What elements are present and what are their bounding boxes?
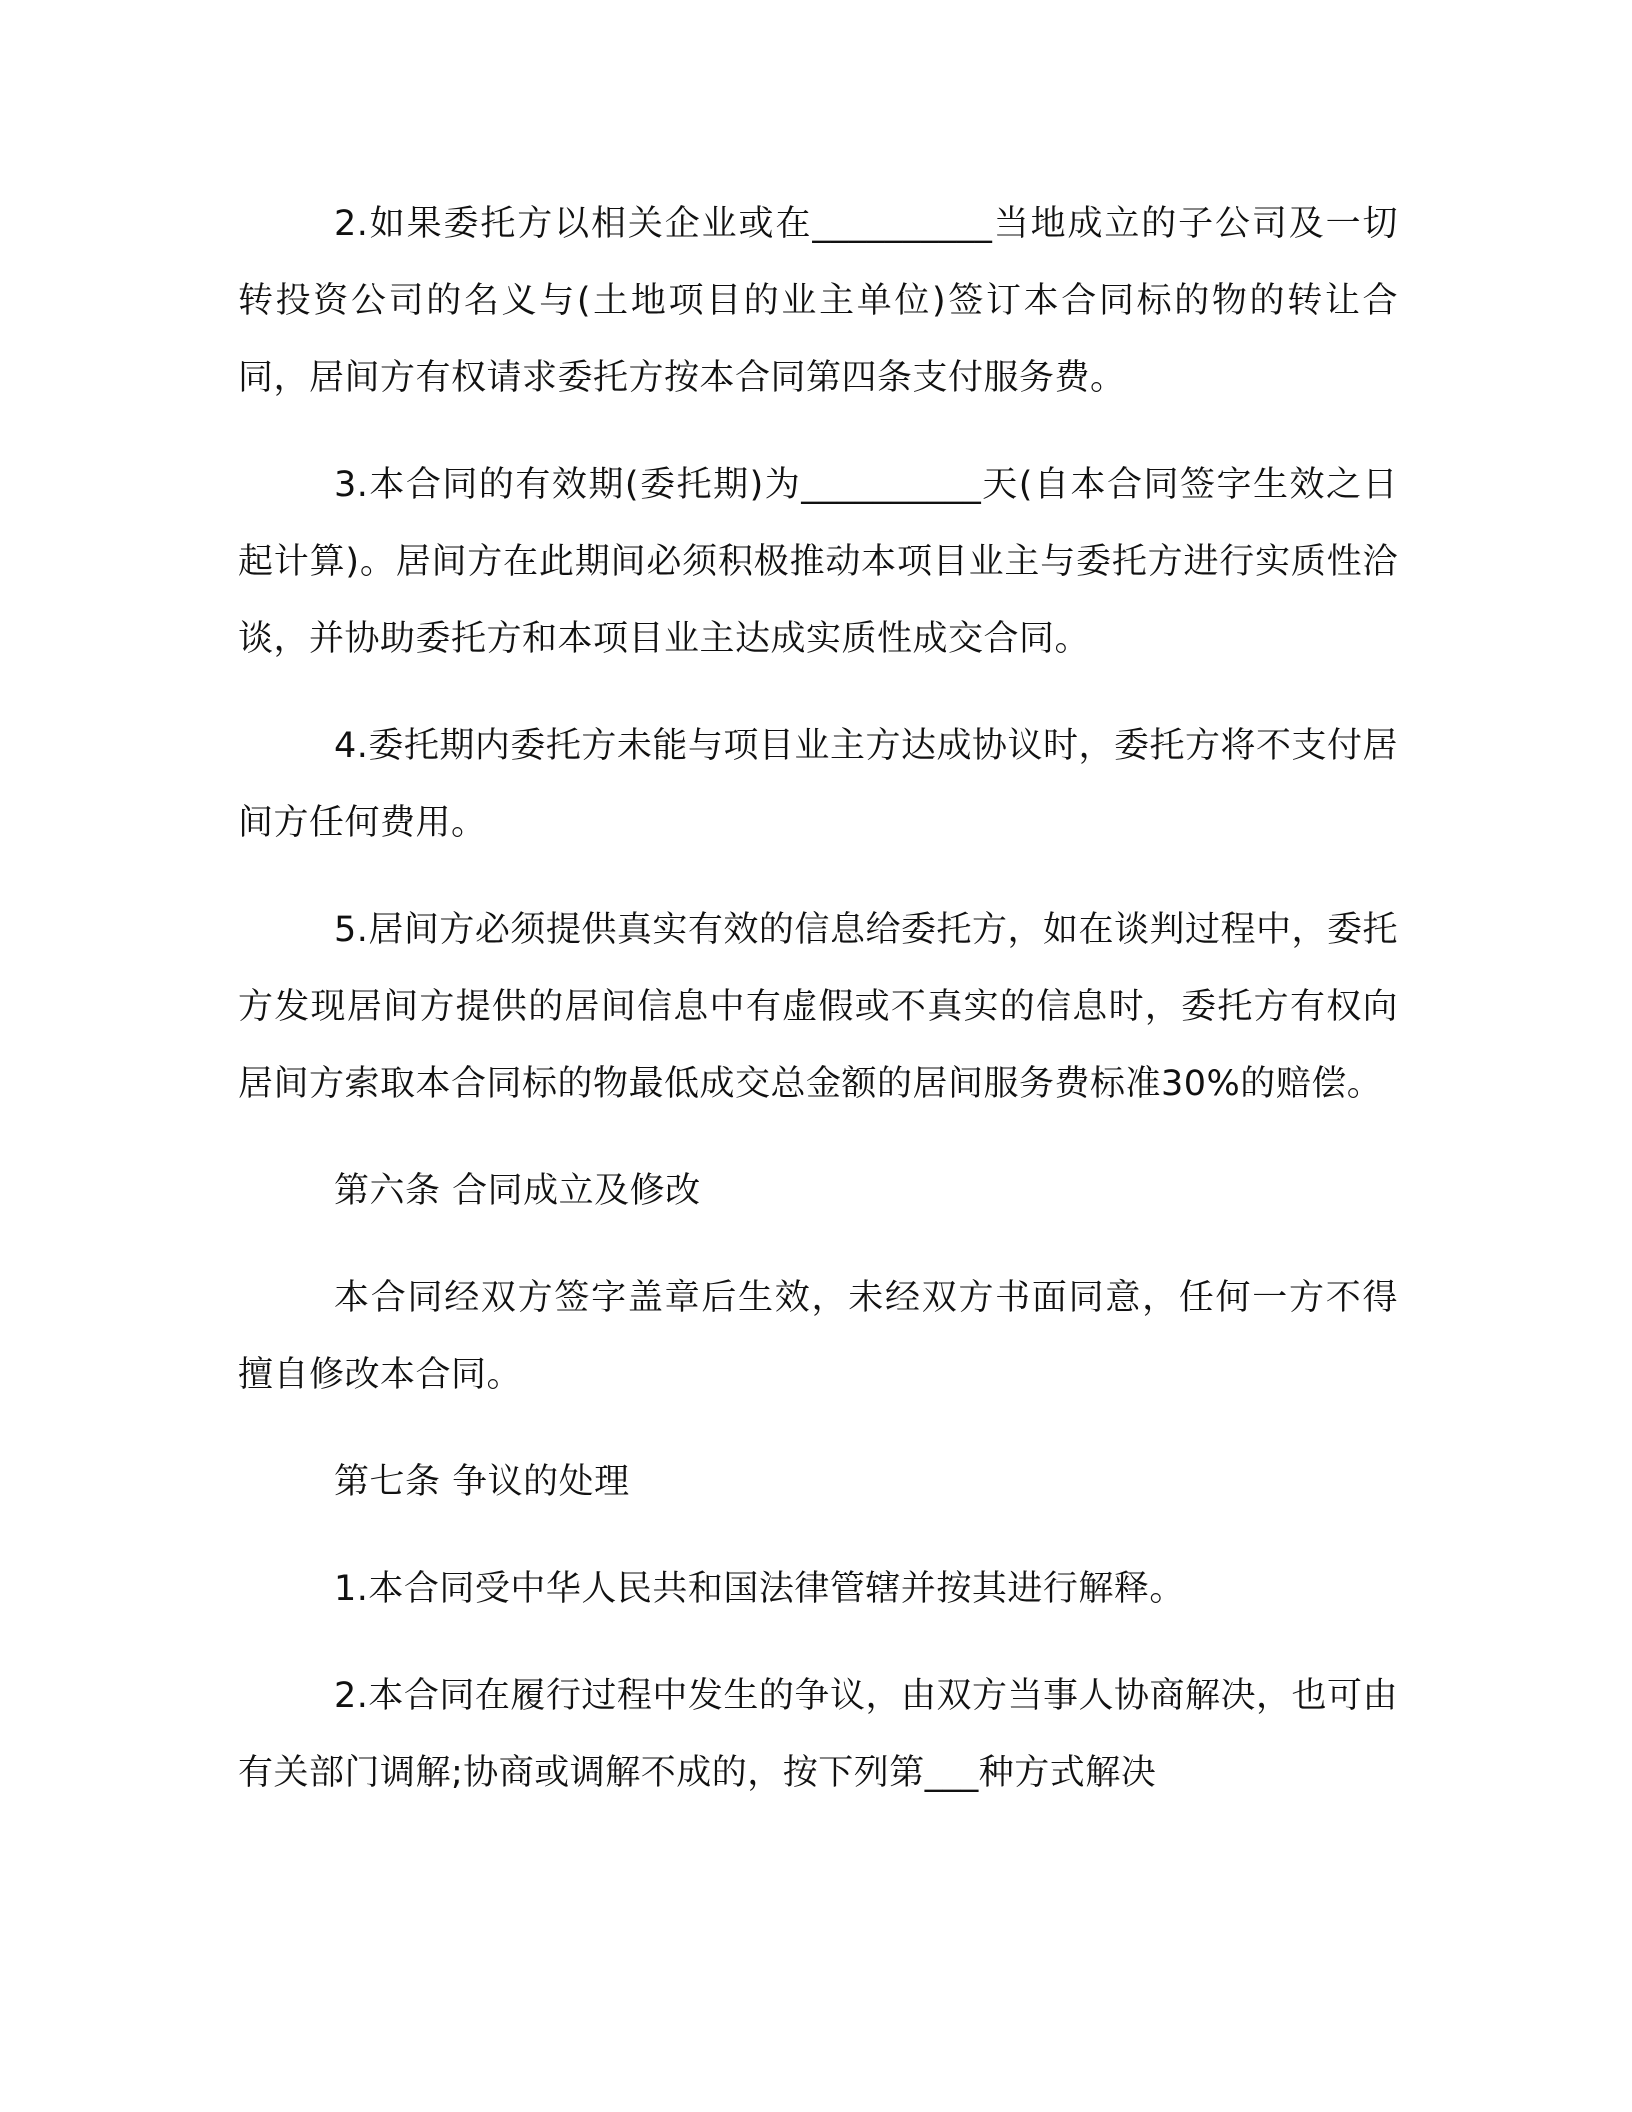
clause-paragraph: 5.居间方必须提供真实有效的信息给委托方，如在谈判过程中，委托方发现居间方提供的居间信息中有虚假或不真实的信息时，委托方有权向居间方索取本合同标的物最低成交总金额的居间服务费标准30%的赔偿。 bbox=[238, 910, 1398, 1104]
clause-paragraph: 2.如果委托方以相关企业或在__________当地成立的子公司及一切转投资公司的名义与(土地项目的业主单位)签订本合同标的物的转让合同，居间方有权请求委托方按本合同第四条支付服务费。 bbox=[238, 204, 1398, 398]
clause-paragraph: 4.委托期内委托方未能与项目业主方达成协议时，委托方将不支付居间方任何费用。 bbox=[238, 726, 1398, 843]
section-heading: 第七条 争议的处理 bbox=[334, 1462, 630, 1502]
clause-paragraph: 1.本合同受中华人民共和国法律管辖并按其进行解释。 bbox=[334, 1569, 1185, 1609]
clause-paragraph: 2.本合同在履行过程中发生的争议，由双方当事人协商解决，也可由有关部门调解;协商或调解不成的，按下列第___种方式解决 bbox=[238, 1676, 1398, 1793]
section-heading: 第六条 合同成立及修改 bbox=[334, 1171, 701, 1211]
clause-paragraph: 本合同经双方签字盖章后生效，未经双方书面同意，任何一方不得擅自修改本合同。 bbox=[238, 1278, 1398, 1395]
clause-paragraph: 3.本合同的有效期(委托期)为__________天(自本合同签字生效之日起计算)。居间方在此期间必须积极推动本项目业主与委托方进行实质性洽谈，并协助委托方和本项目业主达成实质性成交合同。 bbox=[238, 465, 1398, 659]
document-body bbox=[238, 186, 1398, 1812]
